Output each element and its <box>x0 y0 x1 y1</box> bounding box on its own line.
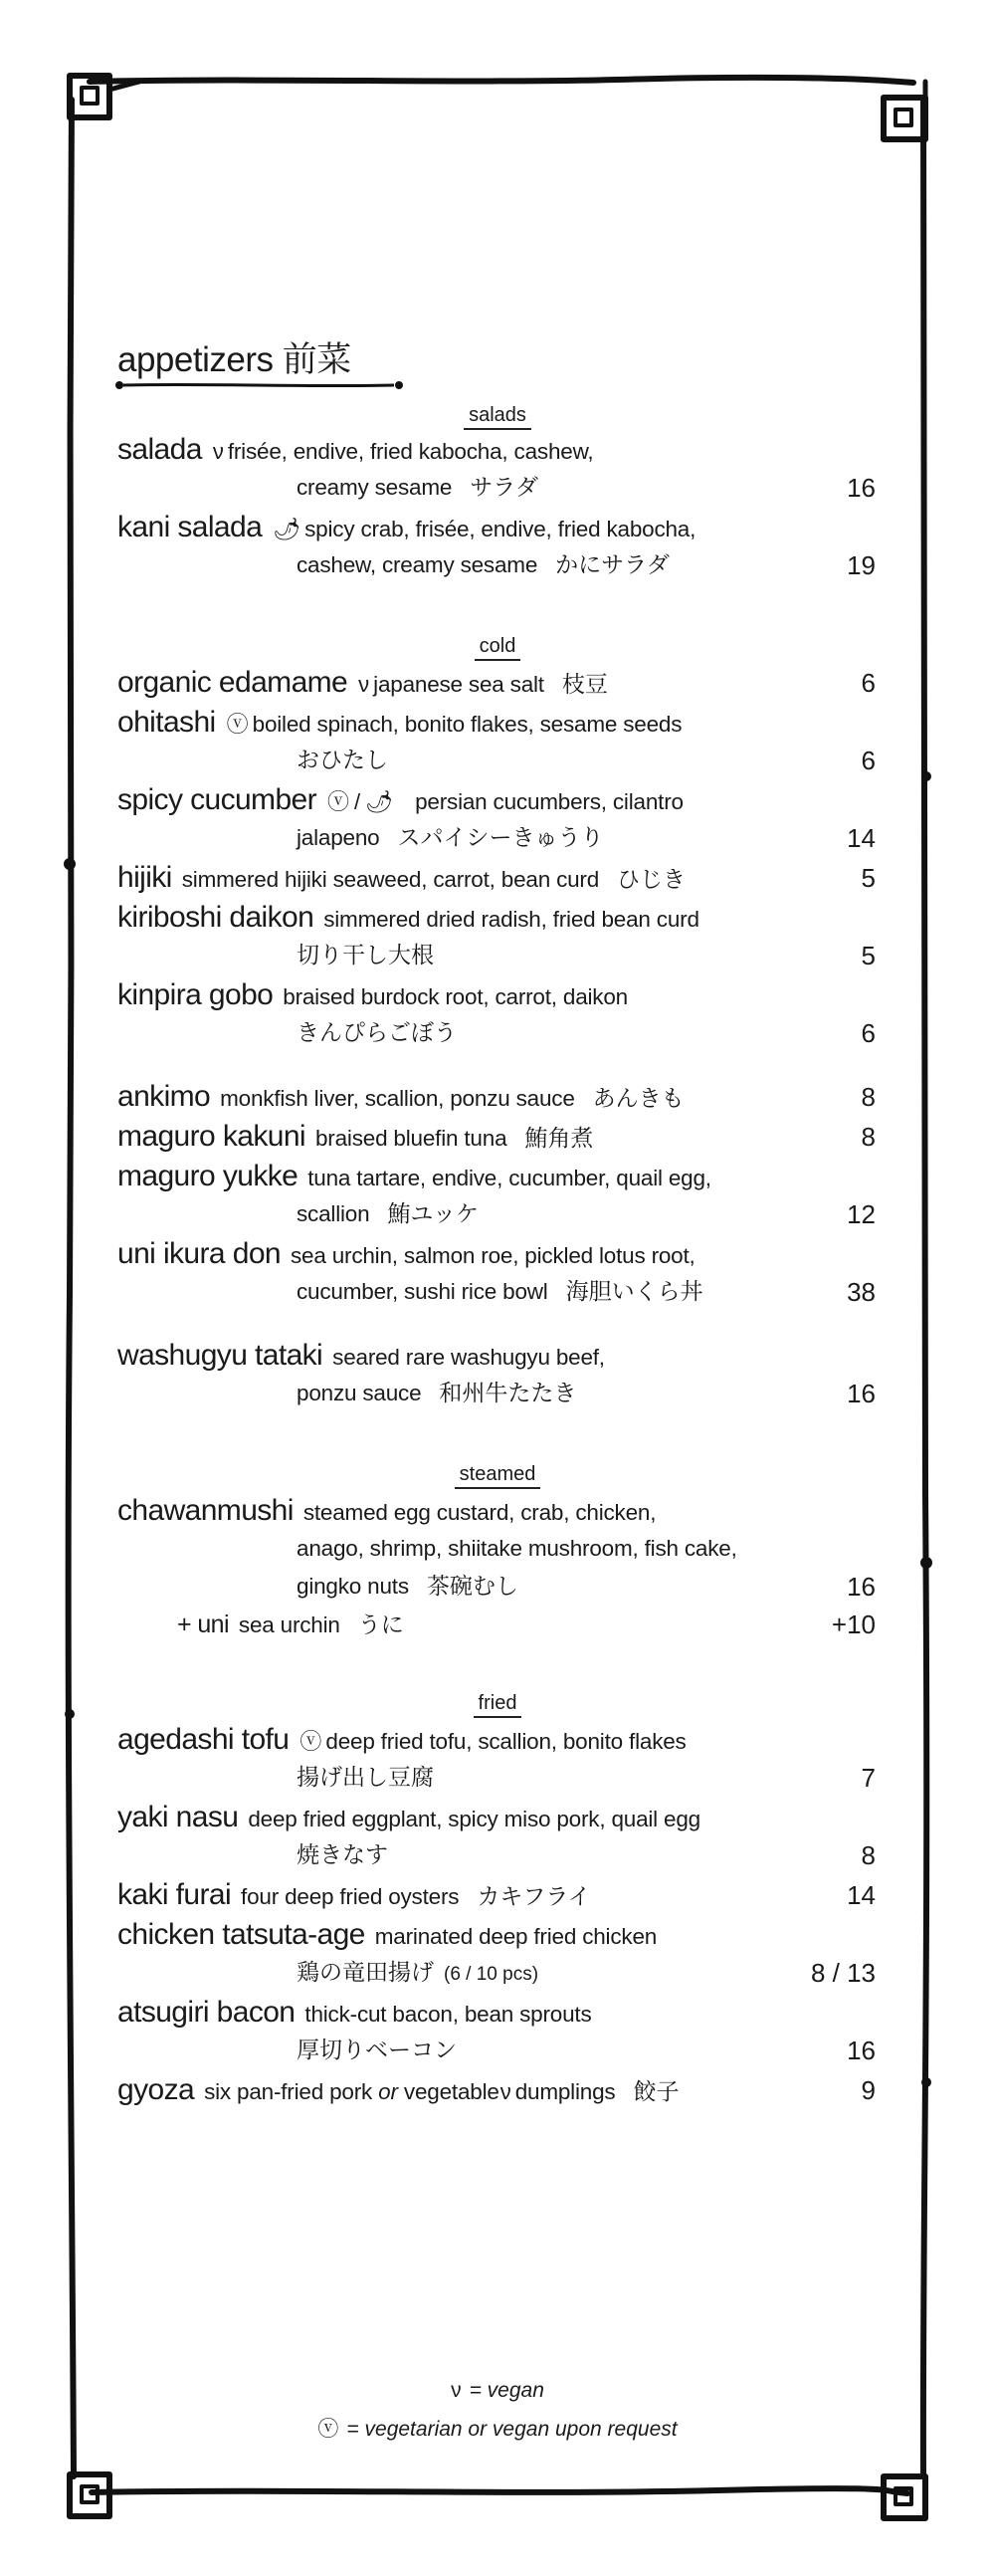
item-description: spicy crab, frisée, endive, fried kabocha, <box>304 517 696 541</box>
item-price: 16 <box>847 473 876 503</box>
item-price: 14 <box>847 823 876 853</box>
menu-item-hijiki: hijiki simmered hijiki seaweed, carrot, bean curd ひじき <box>117 861 687 894</box>
menu-item-atsugiri-bacon-cont: 厚切りベーコン <box>297 2038 457 2063</box>
menu-item-kiriboshi-daikon-cont: 切り干し大根 <box>297 943 434 968</box>
menu-item-chawanmushi-cont2: gingko nuts 茶碗むし <box>297 1574 518 1600</box>
spicy-icon: 🌶 <box>273 517 301 541</box>
vegan-icon: ν <box>358 672 370 697</box>
item-price: 14 <box>847 1880 876 1910</box>
item-price: 19 <box>847 550 876 580</box>
item-price: 6 <box>861 668 876 698</box>
item-price: +10 <box>831 1610 876 1639</box>
item-description: frisée, endive, fried kabocha, cashew, <box>227 439 594 464</box>
menu-item-spicy-cucumber-cont: jalapeno スパイシーきゅうり <box>297 825 604 851</box>
menu-item-gyoza: gyoza six pan-fried pork or vegetableν dumplings 餃子 <box>117 2073 680 2106</box>
menu-item-salada-cont: creamy sesame サラダ <box>297 475 538 501</box>
menu-item-uni-ikura-don-cont: cucumber, sushi rice bowl 海胆いくら丼 <box>297 1279 703 1305</box>
menu-item-agedashi-tofu-cont: 揚げ出し豆腐 <box>297 1765 434 1791</box>
menu-item-spicy-cucumber: spicy cucumber ⓥ / 🌶 persian cucumbers, cilantro <box>117 783 684 816</box>
item-price: 9 <box>861 2075 876 2105</box>
item-price: 8 <box>861 1122 876 1152</box>
menu-item-kani-salada <box>117 510 696 545</box>
section-label-salads: salads <box>0 404 995 430</box>
menu-item-chicken-tatsuta-age-cont: 鶏の竜田揚げ (6 / 10 pcs) <box>297 1960 539 1986</box>
item-price: 7 <box>861 1763 876 1793</box>
item-name: salada <box>117 433 202 466</box>
menu-item-washugyu-tataki-cont: ponzu sauce 和州牛たたき <box>297 1381 577 1406</box>
menu-item-uni-ikura-don: uni ikura don sea urchin, salmon roe, pickled lotus root, <box>117 1237 696 1270</box>
menu-item-chicken-tatsuta-age: chicken tatsuta-age marinated deep fried chicken <box>117 1918 658 1951</box>
menu-item-chawanmushi-cont: anago, shrimp, shiitake mushroom, fish cake, <box>297 1536 737 1561</box>
item-price: 8 <box>861 1840 876 1870</box>
menu-item-atsugiri-bacon: atsugiri bacon thick-cut bacon, bean sprouts <box>117 1996 592 2029</box>
menu-item-yaki-nasu-cont: 焼きなす <box>297 1842 388 1868</box>
item-price: 38 <box>847 1277 876 1307</box>
item-japanese-name: サラダ <box>470 475 538 501</box>
vegan-icon: ν <box>499 2079 511 2104</box>
item-price: 16 <box>847 1572 876 1602</box>
item-price: 8 <box>861 1082 876 1112</box>
section-label-cold: cold <box>0 635 995 661</box>
vegan-icon: ν <box>212 439 224 464</box>
vegetarian-icon: ⓥ <box>327 789 350 814</box>
section-label-fried: fried <box>0 1692 995 1718</box>
item-japanese-name: かにサラダ <box>555 552 670 578</box>
item-price: 6 <box>861 1018 876 1048</box>
menu-item-salada <box>117 432 593 468</box>
menu-item-organic-edamame: organic edamame ν japanese sea salt 枝豆 <box>117 666 608 699</box>
vegetarian-icon: ⓥ <box>317 2418 339 2441</box>
menu-item-yaki-nasu: yaki nasu deep fried eggplant, spicy miso pork, quail egg <box>117 1801 700 1833</box>
menu-item-kinpira-gobo: kinpira gobo braised burdock root, carrot, daikon <box>117 978 628 1011</box>
menu-item-chawanmushi: chawanmushi steamed egg custard, crab, chicken, <box>117 1494 657 1527</box>
menu-item-kaki-furai: kaki furai four deep fried oysters カキフライ <box>117 1878 591 1911</box>
item-name: kani salada <box>117 511 263 543</box>
item-price: 16 <box>847 2036 876 2065</box>
title-underline <box>115 379 404 391</box>
menu-item-uni-addon: + uni sea urchin うに <box>177 1610 404 1638</box>
vegan-icon: ν <box>451 2379 462 2402</box>
menu-item-kinpira-gobo-cont: きんぴらごぼう <box>297 1020 457 1046</box>
item-price: 5 <box>861 863 876 893</box>
menu-item-ohitashi-cont: おひたし <box>297 748 388 773</box>
item-price: 5 <box>861 941 876 970</box>
menu-item-washugyu-tataki: washugyu tataki seared rare washugyu beef, <box>117 1339 605 1372</box>
menu-item-kiriboshi-daikon: kiriboshi daikon simmered dried radish, fried bean curd <box>117 901 699 934</box>
menu-item-kani-salada-cont: cashew, creamy sesame かにサラダ <box>297 552 670 578</box>
menu-item-maguro-kakuni: maguro kakuni braised bluefin tuna 鮪角煮 <box>117 1120 594 1153</box>
menu-item-maguro-yukke: maguro yukke tuna tartare, endive, cucumber, quail egg, <box>117 1160 711 1192</box>
page-title: appetizers 前菜 <box>117 340 351 379</box>
menu-item-ohitashi: ohitashi ⓥ boiled spinach, bonito flakes, sesame seeds <box>117 706 683 739</box>
item-price: 16 <box>847 1379 876 1408</box>
legend-vegan: ν = vegan <box>451 2379 544 2402</box>
menu-item-agedashi-tofu: agedashi tofu ⓥ deep fried tofu, scallion, bonito flakes <box>117 1723 687 1756</box>
spicy-icon: 🌶 <box>365 789 394 814</box>
menu-item-ankimo: ankimo monkfish liver, scallion, ponzu sauce あんきも <box>117 1080 685 1113</box>
menu-item-maguro-yukke-cont: scallion 鮪ユッケ <box>297 1201 479 1227</box>
section-label-steamed: steamed <box>0 1463 995 1489</box>
legend-vegetarian: ⓥ = vegetarian or vegan upon request <box>317 2418 678 2441</box>
item-price: 12 <box>847 1199 876 1229</box>
item-price: 8 / 13 <box>810 1958 876 1988</box>
vegetarian-icon: ⓥ <box>226 712 249 737</box>
item-price: 6 <box>861 746 876 775</box>
vegetarian-icon: ⓥ <box>299 1729 322 1754</box>
